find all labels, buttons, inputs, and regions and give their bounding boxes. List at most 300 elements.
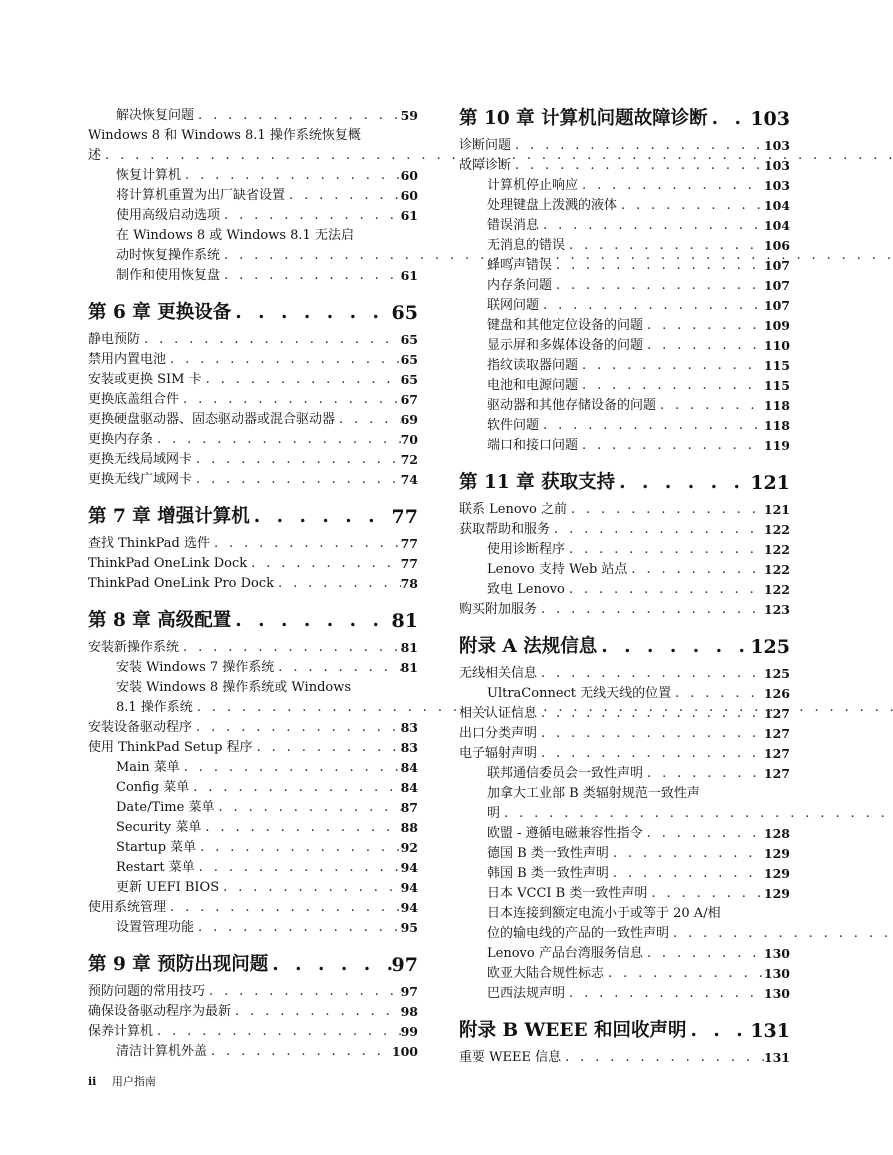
toc-entry[interactable] [88,226,418,266]
toc-entry-title: Config 菜单 [116,780,190,795]
dot-leader [578,356,764,376]
toc-entry[interactable] [88,266,418,286]
chapter-heading[interactable] [459,106,790,132]
toc-entry[interactable] [88,718,418,738]
toc-entry[interactable] [459,724,790,744]
chapter-page-number: 65 [391,302,418,324]
toc-entry-page: 77 [400,536,418,551]
dot-leader [539,216,764,236]
chapter-heading[interactable] [459,1018,790,1044]
dot-leader [268,952,391,978]
toc-entry-title: 使用诊断程序 [487,542,566,557]
toc-entry-title-line2: 述 [88,148,102,163]
toc-entry[interactable] [459,1048,790,1068]
toc-entry[interactable] [459,600,790,620]
dot-leader [253,738,401,758]
toc-entry-title: 计算机停止响应 [487,178,579,193]
toc-entry-page: 94 [400,880,418,895]
dot-leader [166,898,401,918]
toc-entry-title: 购买附加服务 [459,602,538,617]
dot-leader [643,944,764,964]
toc-entry-title: 确保设备驱动程序为最新 [88,1004,232,1019]
toc-entry-title: 日本 VCCI B 类一致性声明 [487,886,648,901]
toc-entry-title: 内存条问题 [487,278,553,293]
toc-entry-title: 查找 ThinkPad 选件 [88,536,210,551]
dot-leader [179,390,401,410]
toc-entry-title: Lenovo 支持 Web 站点 [487,562,628,577]
chapter-page-number: 121 [750,472,790,494]
chapter-title: 第 10 章 计算机问题故障诊断 [459,108,708,129]
toc-entry[interactable] [459,904,790,944]
toc-entry-title-line1: 加拿大工业部 B 类辐射规范一致性声 [487,786,700,801]
dot-leader [181,166,401,186]
toc-entry-title: Main 菜单 [116,760,180,775]
chapter-page-number: 81 [391,610,418,632]
dot-leader [166,350,401,370]
toc-entry-page: 72 [400,452,418,467]
toc-entry-page: 59 [400,108,418,123]
toc-entry-title: 巴西法规声明 [487,986,566,1001]
toc-entry-page: 127 [763,746,790,761]
dot-leader [552,256,764,276]
page-footer [88,1073,156,1089]
toc-entry-title-line2: 明 [487,806,501,821]
dot-leader [179,638,401,658]
toc-entry[interactable] [459,664,790,684]
toc-entry-page: 92 [400,840,418,855]
toc-entry[interactable] [459,276,790,296]
dot-leader [609,864,764,884]
toc-entry-title: 获取帮助和服务 [459,522,551,537]
dot-leader [597,634,750,660]
toc-entry-page: 95 [400,920,418,935]
toc-entry-title: 诊断问题 [459,138,512,153]
chapter-title: 第 6 章 更换设备 [88,302,232,323]
toc-entry[interactable] [459,704,790,724]
toc-entry-page: 104 [763,198,790,213]
toc-entry-page: 84 [400,760,418,775]
toc-entry-title: 错误消息 [487,218,540,233]
toc-entry[interactable] [88,878,418,898]
toc-entry-title: 设置管理功能 [116,920,195,935]
toc-entry-title: 安装设备驱动程序 [88,720,193,735]
toc-entry-title: 更换无线广域网卡 [88,472,193,487]
toc-entry-title: Security 菜单 [116,820,202,835]
toc-entry-title: 更换底盖组合件 [88,392,180,407]
toc-entry-title: 韩国 B 类一致性声明 [487,866,609,881]
toc-entry-title: 更换内存条 [88,432,154,447]
toc-entry-title: 联系 Lenovo 之前 [459,502,567,517]
toc-entry-title: 预防问题的常用技巧 [88,984,206,999]
dot-leader [335,410,401,430]
toc-entry-page: 61 [400,208,418,223]
toc-entry[interactable] [459,176,790,196]
toc-entry[interactable] [88,918,418,938]
toc-entry[interactable] [459,964,790,984]
toc-entry-page: 122 [763,522,790,537]
toc-entry-page: 78 [400,576,418,591]
toc-entry-title: 联网问题 [487,298,540,313]
toc-entry-page: 109 [763,318,790,333]
dot-leader [578,376,764,396]
toc-entry-page: 103 [763,138,790,153]
toc-entry-page: 65 [400,352,418,367]
toc-entry-title: Date/Time 菜单 [116,800,215,815]
toc-entry-page: 130 [763,966,790,981]
toc-entry-title: 处理键盘上泼溅的液体 [487,198,618,213]
dot-leader [207,1042,392,1062]
toc-entry-title: 清洁计算机外盖 [116,1044,208,1059]
dot-leader [643,316,764,336]
toc-entry[interactable] [459,520,790,540]
toc-entry-page: 122 [763,562,790,577]
toc-entry-page: 129 [763,846,790,861]
toc-entry-title: 安装或更换 SIM 卡 [88,372,202,387]
toc-entry[interactable] [88,166,418,186]
toc-entry-page: 121 [763,502,790,517]
toc-entry[interactable] [88,858,418,878]
dot-leader [537,664,764,684]
chapter-heading[interactable] [88,952,418,978]
dot-leader [578,176,764,196]
toc-entry[interactable] [88,390,418,410]
toc-entry-title: 德国 B 类一致性声明 [487,846,609,861]
toc-entry-title: 更换无线局域网卡 [88,452,193,467]
toc-entry-page: 127 [763,726,790,741]
dot-leader [609,844,764,864]
toc-entry[interactable] [459,296,790,316]
dot-leader [511,156,764,176]
toc-entry-page: 88 [400,820,418,835]
toc-entry[interactable] [459,196,790,216]
toc-entry[interactable] [88,678,418,718]
toc-entry-title: 端口和接口问题 [487,438,579,453]
toc-entry[interactable] [88,738,418,758]
toc-entry-page: 69 [400,412,418,427]
dot-leader [153,1022,401,1042]
toc-entry-page: 118 [763,418,790,433]
toc-entry-title: 软件问题 [487,418,540,433]
toc-entry-page: 67 [400,392,418,407]
toc-entry[interactable] [88,638,418,658]
dot-leader [202,370,401,390]
toc-entry-title: Startup 菜单 [116,840,197,855]
toc-entry-page: 119 [763,438,790,453]
toc-entry-page: 60 [400,168,418,183]
toc-entry[interactable] [459,500,790,520]
toc-entry-page: 130 [763,986,790,1001]
toc-entry[interactable] [88,186,418,206]
toc-entry-title: 键盘和其他定位设备的问题 [487,318,644,333]
toc-entry[interactable] [88,658,418,678]
toc-entry-title: 更换硬盘驱动器、固态驱动器或混合驱动器 [88,412,336,427]
toc-entry-title: Restart 菜单 [116,860,195,875]
toc-entry-title: 出口分类声明 [459,726,538,741]
toc-entry[interactable] [459,824,790,844]
toc-entry[interactable] [459,136,790,156]
toc-entry-title: 致电 Lenovo [487,582,565,597]
dot-leader [550,520,764,540]
toc-entry[interactable] [459,744,790,764]
toc-entry[interactable] [459,236,790,256]
toc-entry-title: 联邦通信委员会一致性声明 [487,766,644,781]
toc-entry[interactable] [459,884,790,904]
dot-leader [656,396,764,416]
toc-entry-title: 蜂鸣声错误 [487,258,553,273]
toc-entry[interactable] [88,758,418,778]
toc-entry-page: 107 [763,298,790,313]
toc-entry-title: 无消息的错误 [487,238,566,253]
dot-leader [669,924,893,944]
toc-entry[interactable] [88,106,418,126]
dot-leader [561,1048,764,1068]
dot-leader [231,608,391,634]
toc-entry[interactable] [459,764,790,784]
toc-entry-title: Lenovo 产品台湾服务信息 [487,946,643,961]
toc-entry-page: 122 [763,542,790,557]
dot-leader [539,296,764,316]
toc-entry-title: 无线相关信息 [459,666,538,681]
footer-page-number: ii [88,1075,97,1088]
dot-leader [537,704,764,724]
dot-leader [671,684,764,704]
dot-leader [565,984,764,1004]
toc-entry[interactable] [88,574,418,594]
toc-entry-page: 100 [391,1044,418,1059]
chapter-heading[interactable] [459,470,790,496]
toc-entry-title: 恢复计算机 [116,168,182,183]
dot-leader [537,724,764,744]
toc-entry-page: 99 [400,1024,418,1039]
dot-leader [220,206,401,226]
toc-entry[interactable] [459,156,790,176]
chapter-title: 第 7 章 增强计算机 [88,506,250,527]
dot-leader [565,540,764,560]
dot-leader [192,470,401,490]
dot-leader [214,798,400,818]
dot-leader [643,824,764,844]
toc-entry[interactable] [88,554,418,574]
toc-entry-title: 安装 Windows 7 操作系统 [116,660,275,675]
dot-leader [615,470,750,496]
chapter-page-number: 77 [391,506,418,528]
toc-entry-title: 安装新操作系统 [88,640,180,655]
dot-leader [578,436,764,456]
toc-entry-page: 110 [763,338,790,353]
toc-entry-page: 127 [763,706,790,721]
dot-leader [219,878,400,898]
toc-entry-page: 115 [763,358,790,373]
dot-leader [565,580,764,600]
toc-entry-page: 118 [763,398,790,413]
toc-entry-page: 94 [400,860,418,875]
toc-entry[interactable] [459,684,790,704]
toc-entry[interactable] [88,1042,418,1062]
toc-entry[interactable] [459,416,790,436]
toc-entry-title-line1: 在 Windows 8 或 Windows 8.1 无法启 [116,228,354,243]
dot-leader [192,718,401,738]
toc-entry[interactable] [88,330,418,350]
toc-entry-page: 74 [400,472,418,487]
chapter-page-number: 125 [750,636,790,658]
toc-entry[interactable] [459,944,790,964]
toc-entry[interactable] [459,256,790,276]
toc-entry[interactable] [88,206,418,226]
dot-leader [180,758,401,778]
toc-entry[interactable] [88,350,418,370]
toc-entry-page: 107 [763,278,790,293]
toc-column-left [88,106,418,1062]
toc-entry[interactable] [459,356,790,376]
toc-column-right [459,106,790,1068]
chapter-page-number: 131 [750,1020,790,1042]
toc-entry[interactable] [88,898,418,918]
toc-entry-title: 更新 UEFI BIOS [116,880,220,895]
toc-entry[interactable] [88,470,418,490]
chapter-title: 第 11 章 获取支持 [459,472,616,493]
dot-leader [539,416,764,436]
toc-entry-page: 115 [763,378,790,393]
toc-entry[interactable] [88,430,418,450]
toc-entry-title: 重要 WEEE 信息 [459,1050,562,1065]
toc-entry-page: 125 [763,666,790,681]
dot-leader [274,574,401,594]
toc-entry[interactable] [459,396,790,416]
chapter-title: 第 8 章 高级配置 [88,610,232,631]
toc-entry-title: ThinkPad OneLink Dock [88,556,248,571]
toc-entry[interactable] [88,126,418,166]
toc-entry-title-line2: 8.1 操作系统 [116,700,193,715]
toc-entry[interactable] [459,844,790,864]
toc-entry-title: 指纹读取器问题 [487,358,579,373]
toc-entry-title: 解决恢复问题 [116,108,195,123]
toc-entry-page: 61 [400,268,418,283]
toc-entry[interactable] [459,436,790,456]
dot-leader [250,504,392,530]
toc-entry[interactable] [88,1002,418,1022]
toc-entry-title: 使用 ThinkPad Setup 程序 [88,740,253,755]
toc-entry-title: 显示屏和多媒体设备的问题 [487,338,644,353]
toc-entry-title: ThinkPad OneLink Pro Dock [88,576,275,591]
dot-leader [194,106,401,126]
toc-entry-page: 104 [763,218,790,233]
dot-leader [565,236,764,256]
toc-entry-page: 103 [763,178,790,193]
dot-leader [617,196,764,216]
toc-entry[interactable] [88,370,418,390]
toc-entry-title: 静电预防 [88,332,141,347]
dot-leader [687,1018,751,1044]
chapter-heading[interactable] [88,504,418,530]
toc-entry-page: 130 [763,946,790,961]
dot-leader [231,1002,401,1022]
toc-entry-title: 电池和电源问题 [487,378,579,393]
toc-entry-page: 103 [763,158,790,173]
toc-entry[interactable] [459,784,790,824]
toc-entry[interactable] [459,316,790,336]
toc-entry-page: 98 [400,1004,418,1019]
toc-entry[interactable] [88,534,418,554]
toc-entry-page: 128 [763,826,790,841]
chapter-heading[interactable] [88,300,418,326]
toc-entry-page: 123 [763,602,790,617]
dot-leader [153,430,401,450]
toc-entry-title: UltraConnect 无线天线的位置 [487,686,672,701]
dot-leader [708,106,751,132]
toc-entry-title: 电子辐射声明 [459,746,538,761]
toc-entry-page: 60 [400,188,418,203]
toc-entry-page: 81 [400,640,418,655]
toc-entry[interactable] [88,982,418,1002]
dot-leader [627,560,763,580]
dot-leader [205,982,401,1002]
toc-entry-title: 禁用内置电池 [88,352,167,367]
toc-entry-page: 127 [763,766,790,781]
dot-leader [140,330,401,350]
toc-entry[interactable] [459,864,790,884]
dot-leader [274,658,400,678]
dot-leader [500,804,893,824]
toc-entry[interactable] [459,376,790,396]
dot-leader [647,884,764,904]
toc-entry-title: 使用高级启动选项 [116,208,221,223]
toc-entry[interactable] [88,450,418,470]
toc-entry-title: 故障诊断 [459,158,512,173]
toc-entry[interactable] [459,216,790,236]
toc-entry-title-line1: 安装 Windows 8 操作系统或 Windows [116,680,352,695]
toc-entry-title: 制作和使用恢复盘 [116,268,221,283]
toc-entry-page: 107 [763,258,790,273]
toc-entry[interactable] [88,778,418,798]
dot-leader [604,964,764,984]
chapter-page-number: 97 [391,954,418,976]
toc-entry[interactable] [88,818,418,838]
toc-entry-title-line1: 日本连接到额定电流小于或等于 20 A/相 [487,906,721,921]
dot-leader [537,600,764,620]
toc-entry[interactable] [459,560,790,580]
dot-leader [231,300,391,326]
toc-entry-title: 驱动器和其他存储设备的问题 [487,398,657,413]
toc-entry[interactable] [88,838,418,858]
toc-entry[interactable] [459,984,790,1004]
dot-leader [247,554,400,574]
toc-entry-page: 131 [763,1050,790,1065]
toc-entry[interactable] [459,580,790,600]
toc-entry-title: 欧亚大陆合规性标志 [487,966,605,981]
dot-leader [285,186,401,206]
toc-entry-page: 106 [763,238,790,253]
toc-entry-title-line2: 位的输电线的产品的一致性声明 [487,926,670,941]
toc-entry-page: 65 [400,372,418,387]
toc-entry[interactable] [459,540,790,560]
dot-leader [189,778,400,798]
toc-entry-title: 相关认证信息 [459,706,538,721]
dot-leader [511,136,764,156]
toc-entry[interactable] [88,798,418,818]
toc-entry-page: 70 [400,432,418,447]
chapter-heading[interactable] [88,608,418,634]
dot-leader [195,858,401,878]
toc-entry-page: 83 [400,740,418,755]
toc-entry[interactable] [459,336,790,356]
toc-entry-page: 126 [763,686,790,701]
chapter-page-number: 103 [750,108,790,130]
toc-entry[interactable] [88,410,418,430]
chapter-heading[interactable] [459,634,790,660]
toc-entry[interactable] [88,1022,418,1042]
dot-leader [194,918,401,938]
dot-leader [192,450,401,470]
